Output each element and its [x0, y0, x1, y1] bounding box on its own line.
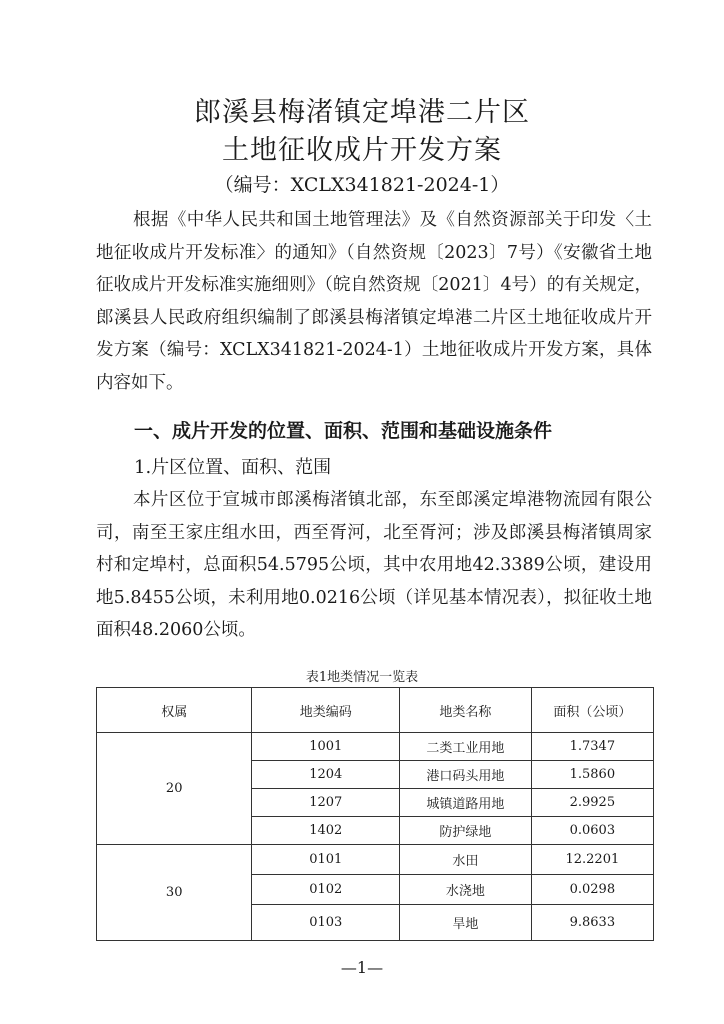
name-cell: 港口码头用地	[400, 761, 532, 789]
name-cell: 防护绿地	[400, 817, 532, 845]
header-area: 面积（公顷）	[531, 688, 653, 733]
header-name: 地类名称	[400, 688, 532, 733]
area-cell: 2.9925	[531, 789, 653, 817]
code-cell: 1204	[252, 761, 400, 789]
table-header-row	[97, 688, 654, 733]
name-cell: 二类工业用地	[400, 733, 532, 761]
page-number: —1—	[340, 958, 384, 977]
name-cell: 水田	[400, 845, 532, 875]
document-title-line1: 郎溪县梅渚镇定埠港二片区	[194, 97, 530, 128]
name-cell: 旱地	[400, 905, 532, 941]
subsection-heading: 1.片区位置、面积、范围	[134, 457, 332, 478]
area-cell: 9.8633	[531, 905, 653, 941]
table-caption: 表1地类情况一览表	[305, 670, 419, 685]
name-cell: 水浇地	[400, 875, 532, 905]
header-owner: 权属	[97, 688, 252, 733]
code-cell: 1207	[252, 789, 400, 817]
area-cell: 0.0298	[531, 875, 653, 905]
document-title-line2: 土地征收成片开发方案	[222, 135, 502, 166]
code-cell: 1001	[252, 733, 400, 761]
area-cell: 0.0603	[531, 817, 653, 845]
area-cell: 1.7347	[531, 733, 653, 761]
code-cell: 0103	[252, 905, 400, 941]
location-paragraph: 本片区位于宣城市郎溪梅渚镇北部，东至郎溪定埠港物流园有限公司，南至王家庄组水田，西至胥河，北至胥河；涉及郎溪县梅渚镇周家村和定埠村，总面积54.5795公顷，其中农用地42.3389公顷，建设用地5.8455公顷，未利用地0.0216公顷（详见基本情况表），拟征收土地面积48.2060公顷。	[96, 490, 652, 640]
table-row	[97, 733, 654, 761]
area-cell: 1.5860	[531, 761, 653, 789]
owner-cell: 30	[97, 845, 252, 941]
header-code: 地类编码	[252, 688, 400, 733]
code-cell: 1402	[252, 817, 400, 845]
table-row	[97, 845, 654, 875]
document-code: （编号：XCLX341821-2024-1）	[214, 174, 510, 196]
section-heading: 一、成片开发的位置、面积、范围和基础设施条件	[134, 420, 553, 442]
code-cell: 0101	[252, 845, 400, 875]
name-cell: 城镇道路用地	[400, 789, 532, 817]
owner-cell: 20	[97, 733, 252, 845]
intro-paragraph: 根据《中华人民共和国土地管理法》及《自然资源部关于印发〈土地征收成片开发标准〉的通知》（自然资规〔2023〕7号）《安徽省土地征收成片开发标准实施细则》（皖自然资规〔2021〕4号）的有关规定，郎溪县人民政府组织编制了郎溪县梅渚镇定埠港二片区土地征收成片开发方案（编号：XCLX341821-2024-1）土地征收成片开发方案，具体内容如下。	[96, 210, 652, 393]
area-cell: 12.2201	[531, 845, 653, 875]
land-type-table	[96, 687, 654, 941]
code-cell: 0102	[252, 875, 400, 905]
